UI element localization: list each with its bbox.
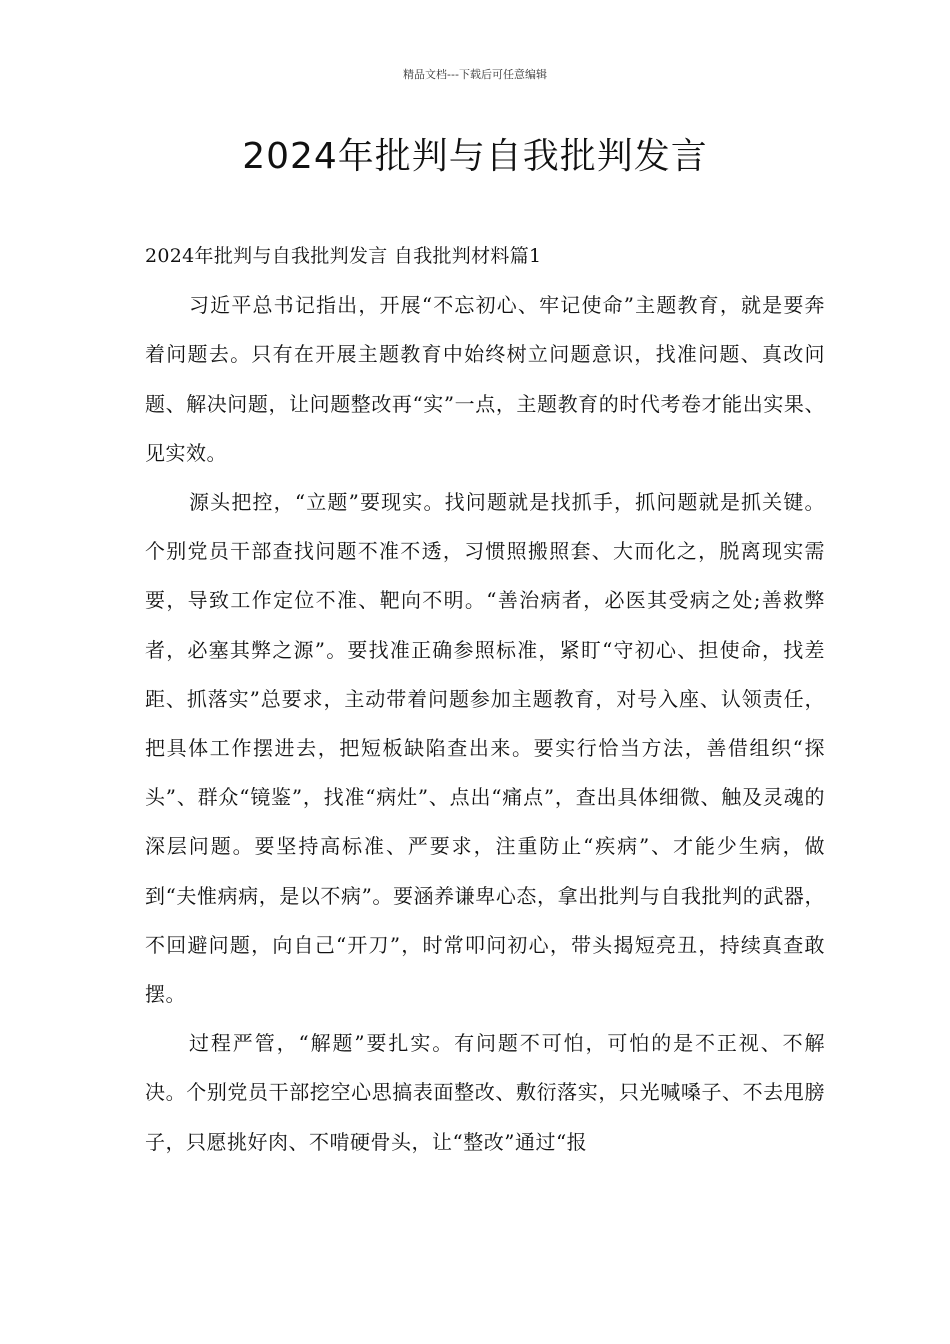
header-note: 精品文档---下载后可任意编辑 [403,68,547,81]
document-title: 2024年批判与自我批判发言 [242,136,708,177]
paragraph-2: 源头把控，“立题”要现实。找问题就是找抓手，抓问题就是抓关键。个别党员干部查找问题不准不透，习惯照搬照套、大而化之，脱离现实需要，导致工作定位不准、靶向不明。“善治病者，必医其受病之处;善救弊者，必塞其弊之源”。要找准正确参照标准，紧盯“守初心、担使命，找差距、抓落实”总要求，主动带着问题参加主题教育，对号入座、认领责任，把具体工作摆进去，把短板缺陷查出来。要实行恰当方法，善借组织“探头”、群众“镜鉴”，找准“病灶”、点出“痛点”，查出具体细微、触及灵魂的深层问题。要坚持高标准、严要求，注重防止“疾病”、才能少生病，做到“夫惟病病，是以不病”。要涵养谦卑心态，拿出批判与自我批判的武器，不回避问题，向自己“开刀”，时常叩问初心，带头揭短亮丑，持续真查敢摆。 [145,490,825,1007]
section-subtitle: 2024年批判与自我批判发言 自我批判材料篇1 [145,245,542,267]
paragraph-1: 习近平总书记指出，开展“不忘初心、牢记使命”主题教育，就是要奔着问题去。只有在开展主题教育中始终树立问题意识，找准问题、真改问题、解决问题，让问题整改再“实”一点，主题教育的时代考卷才能出实果、见实效。 [145,293,825,465]
document-body [145,232,825,1167]
paragraph-3: 过程严管，“解题”要扎实。有问题不可怕，可怕的是不正视、不解决。个别党员干部挖空心思搞表面整改、敷衍落实，只光喊嗓子、不去甩膀子，只愿挑好肉、不啃硬骨头，让“整改”通过“报 [145,1031,825,1154]
